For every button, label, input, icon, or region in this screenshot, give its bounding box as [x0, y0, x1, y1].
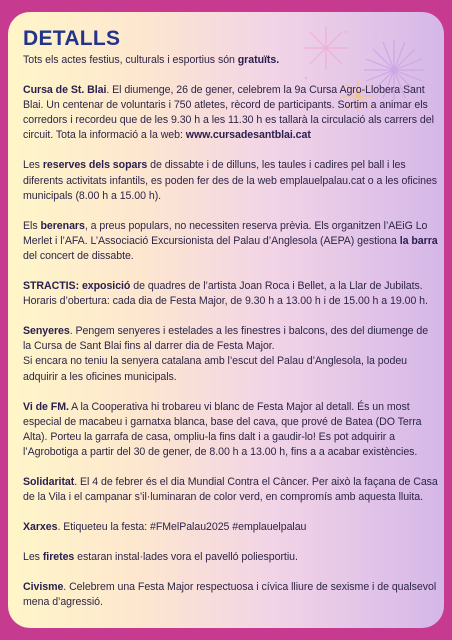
firetes-paragraph — [23, 550, 438, 565]
berenars-text-1: Els — [23, 219, 41, 232]
cursa-heading: Cursa de St. Blai — [23, 84, 107, 97]
sopars-paragraph — [23, 158, 438, 203]
vi-heading: Vi de FM. — [23, 400, 69, 413]
senyeres-paragraph — [23, 324, 438, 384]
firetes-text-1: Les — [23, 551, 43, 564]
civisme-heading: Civisme — [23, 581, 64, 594]
stractis-paragraph — [23, 279, 438, 309]
sopars-heading: reserves dels sopars — [42, 159, 148, 172]
cursa-link[interactable]: www.cursadesantblai.cat — [185, 129, 311, 142]
berenars-barra: la barra — [399, 234, 438, 247]
stractis-text: de quadres de l’artista Joan Roca i Bellet, a la Llar de Jubilats. Horaris d’obertura: cada dia de Festa Major, de 9.30 h a 13.00 h i de 15.00 h a 19.00 h. — [23, 280, 428, 308]
sopars-text-1: Les — [23, 159, 43, 172]
xarxes-heading: Xarxes — [23, 521, 58, 534]
solidaritat-paragraph — [23, 475, 438, 505]
intro-bold: gratuïts. — [237, 54, 280, 66]
solidaritat-heading: Solidaritat — [23, 475, 75, 488]
vi-paragraph — [23, 400, 438, 460]
stractis-heading: STRACTIS: exposició — [23, 280, 131, 293]
intro-paragraph — [23, 53, 438, 68]
details-content — [23, 26, 438, 611]
berenars-paragraph — [23, 219, 438, 264]
cursa-text: . El diumenge, 26 de gener, celebrem la 9a Cursa Agro-Llobera Sant Blai. Un centenar de voluntaris i 750 atletes, rècord de participants. Sortim a animar els corredors i recordeu que de les 9.30 h a les 11.30 h es tallarà la circulació als carrers del circuit. Tota la informació a la web: — [23, 84, 434, 142]
xarxes-text: . Etiqueteu la festa: #FMelPalau2025 #emplauelpalau — [57, 521, 307, 534]
firetes-text-2: estaran instal·lades vora el pavelló poliesportiu. — [74, 551, 298, 564]
berenars-text-3: del concert de dissabte. — [23, 249, 134, 262]
civisme-paragraph — [23, 580, 438, 610]
vi-text: A la Cooperativa hi trobareu vi blanc de Festa Major al detall. És un most especial de macabeu i garnatxa blanca, base del cava, que prové de Batea (DO Terra Alta). Porteu la garrafa de casa, ompliu-la fins dalt i a gaudir-lo! Es pot adquirir a l’Agrobotiga a partir del 30 de gener, de 8.00 h a 13.00 h, fins a a acabar existències. — [23, 400, 422, 458]
solidaritat-text: . El 4 de febrer és el dia Mundial Contra el Càncer. Per això la façana de Casa de la Vila i el campanar s’il·luminaran de color verd, en compromís amb aquesta lluita. — [23, 475, 438, 504]
page-title: DETALLS — [23, 27, 121, 50]
senyeres-heading: Senyeres — [23, 325, 70, 338]
senyeres-text-1: . Pengem senyeres i estelades a les finestres i balcons, des del diumenge de la Cursa de Sant Blai fins al darrer dia de Festa Major. — [23, 325, 429, 353]
senyeres-text-2: Si encara no teniu la senyera catalana amb l’escut del Palau d’Anglesola, la podeu adquirir a les oficines municipals. — [23, 355, 408, 383]
intro-text: Tots els actes festius, culturals i esportius són — [23, 54, 238, 66]
xarxes-paragraph — [23, 520, 438, 535]
berenars-heading: berenars — [40, 219, 85, 232]
sopars-text-2: de dissabte i de dilluns, les taules i cadires pel ball i les diferents activitats infantils, es poden fer des de la web emplauelpalau.cat o a les oficines municipals (8.00 h a 15.00 h). — [23, 159, 438, 202]
page-card — [8, 12, 444, 628]
berenars-text-2: , a preus populars, no necessiten reserva prèvia. Els organitzen l’AEiG Lo Merlet i l’AFA. L’Associació Excursionista del Palau d’Anglesola (AEPA) gestiona — [23, 219, 428, 247]
cursa-paragraph — [23, 83, 438, 143]
firetes-heading: firetes — [42, 551, 75, 564]
civisme-text: . Celebrem una Festa Major respectuosa i cívica lliure de sexisme i de qualsevol mena d’agressió. — [23, 581, 437, 609]
